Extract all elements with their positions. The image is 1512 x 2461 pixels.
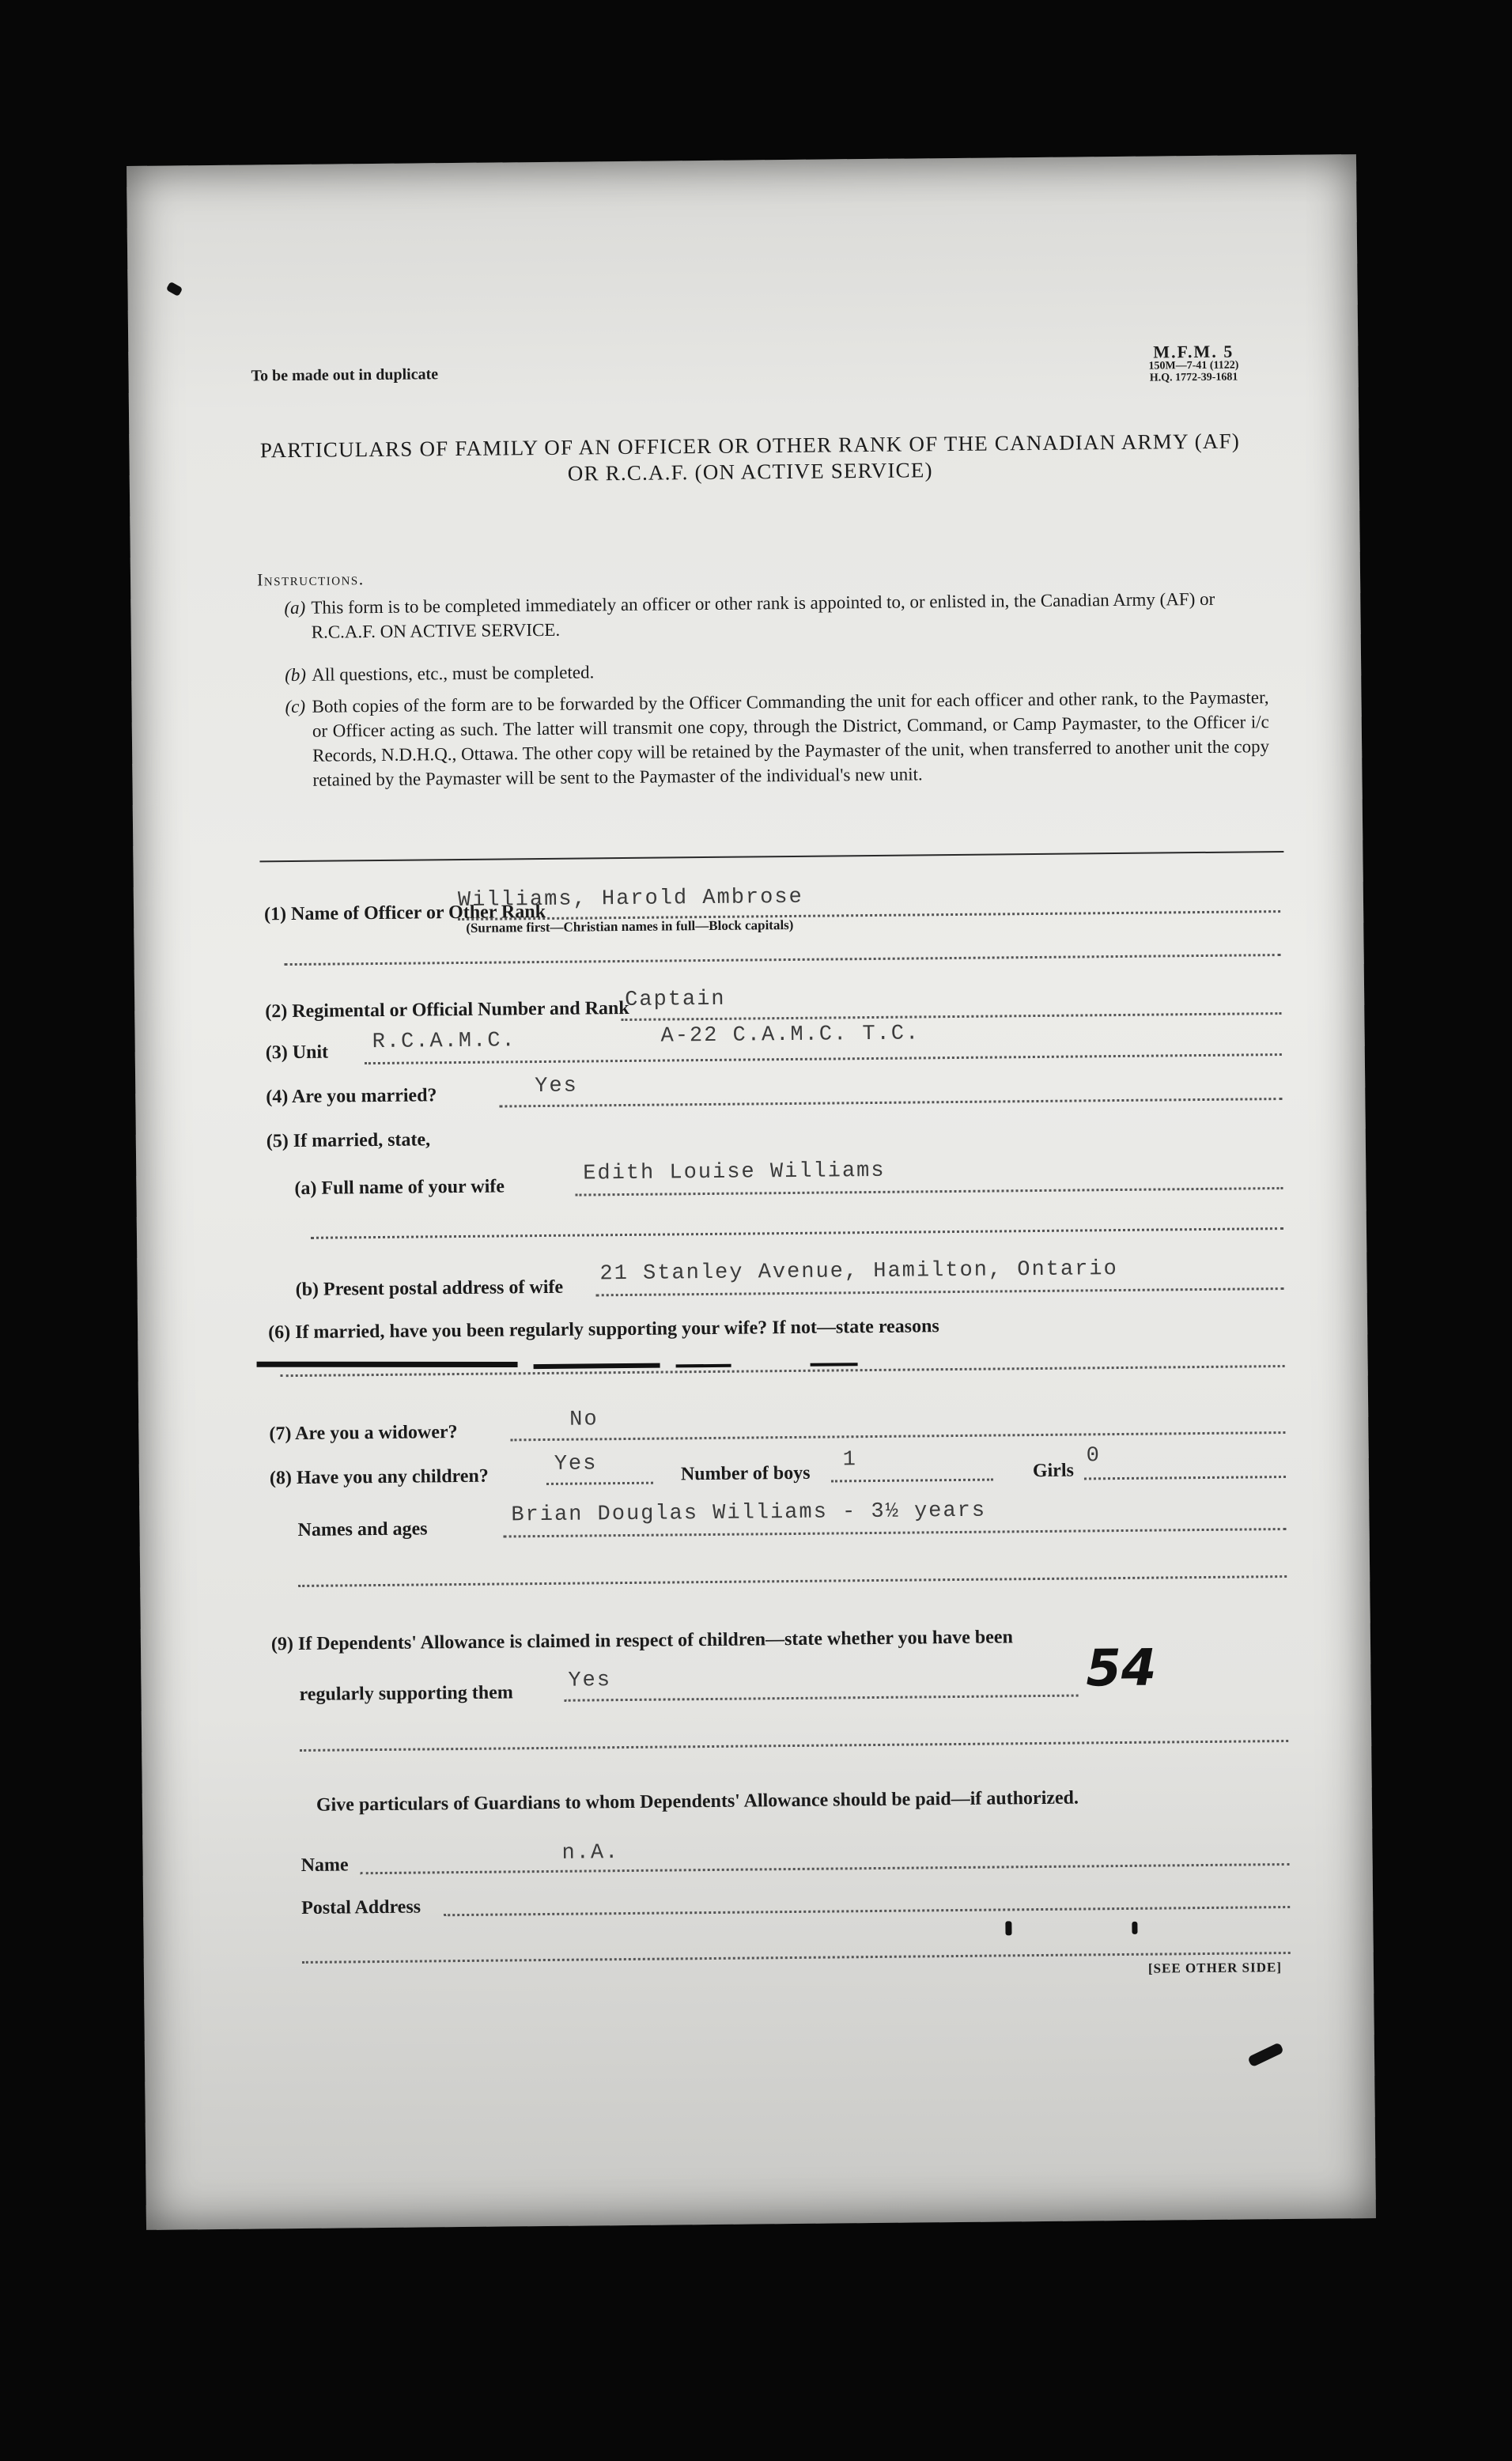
q7-line — [510, 1431, 1285, 1441]
q5-label: (5) If married, state, — [266, 1129, 431, 1152]
guardian-name-line — [361, 1863, 1290, 1874]
guardian-name-label: Name — [301, 1854, 349, 1876]
guardian-address-line — [444, 1906, 1290, 1916]
guardian-address-label: Postal Address — [301, 1896, 421, 1919]
boys-line — [831, 1479, 993, 1483]
q4-value: Yes — [535, 1074, 578, 1099]
q3-value-b: A-22 C.A.M.C. T.C. — [660, 1022, 920, 1049]
q7-label: (7) Are you a widower? — [269, 1422, 458, 1445]
instruction-b — [285, 653, 1268, 687]
q5b-label: (b) Present postal address of wife — [295, 1276, 564, 1301]
guardians-label: Give particulars of Guardians to whom Dependents' Allowance should be paid—if authorized. — [316, 1787, 1079, 1816]
instruction-c-label: (c) — [285, 696, 306, 717]
q7-value: No — [569, 1408, 599, 1432]
ink-stroke — [534, 1363, 660, 1370]
q8-value: Yes — [554, 1452, 598, 1476]
q5b-line — [596, 1287, 1284, 1296]
guardian-address-line-2 — [302, 1952, 1291, 1964]
instruction-a-label: (a) — [284, 597, 306, 618]
girls-line — [1084, 1476, 1286, 1480]
q5a-line-2 — [311, 1227, 1283, 1239]
guardian-name-value: n.A. — [561, 1841, 620, 1866]
q5a-value: Edith Louise Williams — [583, 1159, 886, 1186]
form-title: PARTICULARS OF FAMILY OF AN OFFICER OR OTHER RANK OF THE CANADIAN ARMY (AF) OR R.C.A.F. (ON ACTIVE SERVICE) — [259, 429, 1241, 486]
instructions-heading: Instructions. — [256, 569, 365, 590]
names-label: Names and ages — [297, 1518, 428, 1540]
form-page — [127, 154, 1376, 2230]
q9-line — [565, 1695, 1079, 1702]
instruction-b-text: All questions, etc., must be completed. — [312, 662, 595, 685]
form-code-block — [1148, 342, 1238, 385]
q5a-label: (a) Full name of your wife — [294, 1176, 505, 1200]
q9-line-2 — [300, 1740, 1288, 1752]
names-value: Brian Douglas Williams - 3½ years — [511, 1499, 987, 1528]
q4-label: (4) Are you married? — [266, 1085, 437, 1108]
ink-mark — [1132, 1922, 1137, 1934]
ink-stroke — [676, 1364, 731, 1368]
boys-label: Number of boys — [680, 1462, 811, 1485]
q4-line — [499, 1098, 1282, 1108]
q3-line — [365, 1053, 1282, 1064]
ink-mark — [1005, 1921, 1011, 1935]
instruction-a — [284, 586, 1268, 645]
q2-line — [621, 1012, 1281, 1021]
handwritten-number: 54 — [1085, 1639, 1157, 1699]
q1-value: Williams, Harold Ambrose — [457, 885, 803, 913]
q1-label: (1) Name of Officer or Other Rank — [263, 901, 546, 925]
girls-value: 0 — [1086, 1444, 1102, 1469]
q8-line — [546, 1482, 653, 1485]
ink-stroke — [811, 1363, 858, 1367]
q5b-value: 21 Stanley Avenue, Hamilton, Ontario — [599, 1257, 1118, 1287]
instruction-b-label: (b) — [285, 664, 307, 686]
q3-label: (3) Unit — [265, 1041, 329, 1064]
ink-stroke — [257, 1362, 518, 1367]
q2-value: Captain — [625, 987, 726, 1012]
ink-mark — [166, 282, 183, 297]
q3-value-a: R.C.A.M.C. — [372, 1029, 516, 1055]
q1-note: (Surname first—Christian names in full—Block capitals) — [466, 917, 794, 936]
q2-label: (2) Regimental or Official Number and Rank — [265, 997, 629, 1023]
instruction-a-text: This form is to be completed immediately an officer or other rank is appointed to, or enlisted in, the Canadian Army (AF) or R.C.A.F. ON ACTIVE SERVICE. — [311, 588, 1215, 642]
duplicate-note: To be made out in duplicate — [251, 365, 439, 385]
see-other-side: [SEE OTHER SIDE] — [1147, 1960, 1283, 1976]
form-code: M.F.M. 5 — [1153, 341, 1234, 362]
girls-label: Girls — [1032, 1460, 1075, 1482]
q8-label: (8) Have you any children? — [269, 1465, 489, 1489]
ink-mark — [1247, 2042, 1284, 2067]
q9-value: Yes — [568, 1669, 612, 1693]
q9-label: (9) If Dependents' Allowance is claimed in respect of children—state whether you have been — [270, 1627, 1013, 1655]
q1-line-2 — [285, 954, 1281, 966]
q5a-line — [576, 1187, 1283, 1196]
names-line — [504, 1528, 1287, 1538]
names-line-2 — [298, 1575, 1287, 1587]
instruction-c-text: Both copies of the form are to be forwarded by the Officer Commanding the unit for each officer and other rank, to the Paymaster, or Officer acting as such. The latter will transmit one copy, through the District, Command, or Camp Paymaster, to the Officer i/c Records, N.D.H.Q., Ottawa. The other copy will be retained by the Paymaster of the unit, when transferred to another unit the copy retained by the Paymaster will be sent to the Paymaster of the individual's new unit. — [312, 687, 1270, 790]
hq-code: H.Q. 1772-39-1681 — [1149, 371, 1238, 384]
instructions-divider — [259, 851, 1283, 862]
boys-value: 1 — [842, 1448, 858, 1472]
instruction-c — [285, 685, 1270, 792]
q9-label-2: regularly supporting them — [299, 1682, 513, 1705]
q6-label: (6) If married, have you been regularly supporting your wife? If not—state reasons — [268, 1316, 939, 1344]
print-code: 150M—7-41 (1122) — [1148, 359, 1239, 372]
